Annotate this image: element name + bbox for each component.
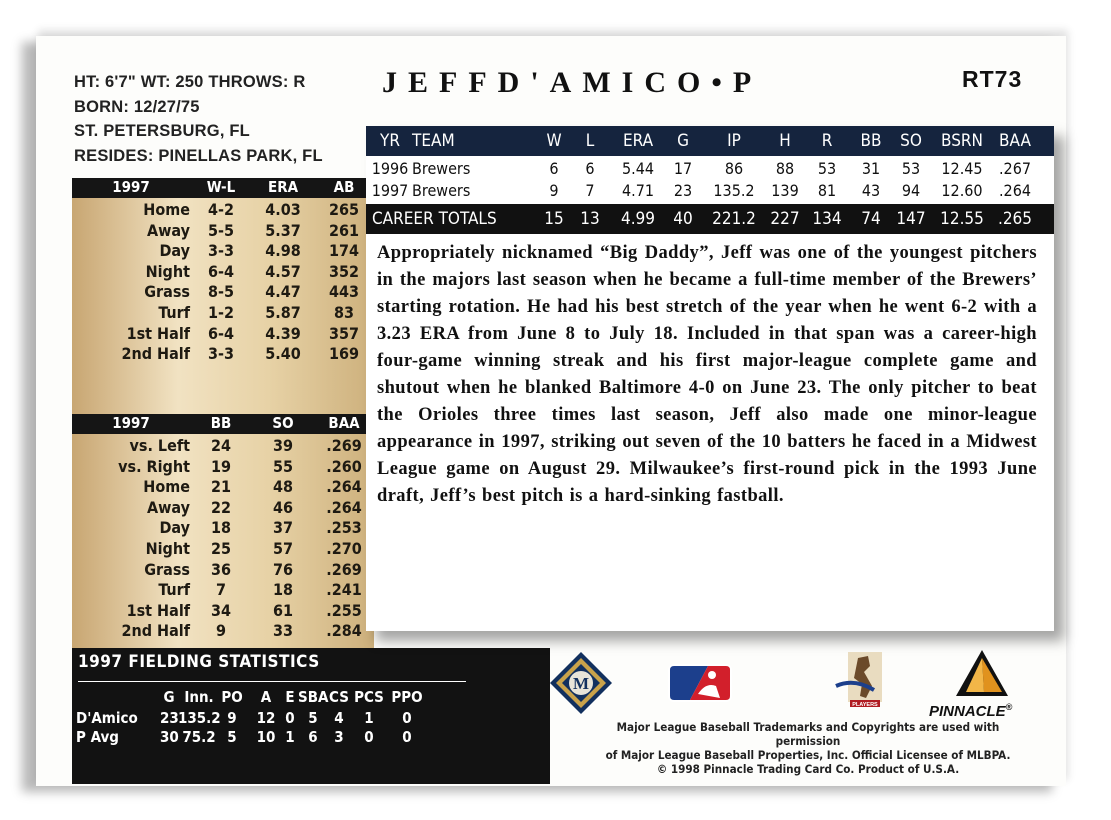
splits1-cell-col1: 3-3	[207, 241, 234, 261]
splits1-cell-col2: 5.40	[265, 344, 301, 364]
player-description: Appropriately nicknamed “Big Daddy”, Jeff was one of the youngest pitchers in the majors last season when he became a full-time member of the Brewers’ starting rotation. He had his best stretch of the year when he went 6-2 with a 3.23 ERA from June 8 to July 18. Included in that span was a career-high four-game winning streak and his first major-league complete game and shutout when he blanked Baltimore 4-0 on June 23. The only pitcher to beat the Orioles three times last season, Jeff also made one minor-league appearance in 1997, striking out seven of the 10 batters he faced in a Midwest League game on August 29. Milwaukee’s first-round pick in the 1993 June draft, Jeff’s best pitch is a hard-sinking fastball.	[377, 243, 1037, 506]
fielding-cell: 75.2	[182, 728, 216, 746]
fielding-title: 1997 FIELDING STATISTICS	[78, 652, 320, 672]
splits2-cell-col2: 39	[272, 436, 294, 455]
stats-cell: 31	[861, 159, 881, 178]
stats-cell: 5.44	[621, 159, 655, 178]
stats-cell: 94	[901, 181, 921, 200]
splits1-cell-col3: 357	[328, 323, 360, 343]
stats-cell: 6	[549, 159, 559, 178]
splits2-cell-col2: 33	[272, 621, 294, 641]
legal-line-2: of Major League Baseball Properties, Inc. Official Licensee of MLBPA.	[605, 748, 1011, 762]
fielding-cell: 6	[308, 728, 318, 746]
splits1-cell-col1: 6-4	[207, 323, 234, 343]
stats-header-cell: BAA	[999, 131, 1031, 151]
splits2-cell-col1: 24	[210, 436, 232, 455]
stats-cell: 139	[771, 181, 799, 200]
stats-row	[366, 180, 1054, 202]
splits2-cell-col2: 18	[272, 580, 294, 600]
stats-cell: 53	[817, 159, 837, 178]
splits1-cell-col2: 5.87	[265, 303, 301, 322]
splits2-row	[72, 539, 374, 560]
fielding-cell: 135.2	[178, 709, 221, 727]
stats-cell: 12.60	[941, 181, 983, 200]
splits2-header-bb: BB	[210, 414, 232, 432]
mlbpa-players-logo-icon	[834, 652, 896, 712]
splits1-cell-col3: 174	[328, 241, 360, 261]
splits2-row	[72, 457, 374, 478]
stats-header-cell: BSRN	[941, 131, 983, 151]
stats-header-cell: H	[779, 131, 791, 151]
fielding-header-cell: SBA	[298, 688, 329, 706]
splits1-row	[72, 303, 374, 324]
fielding-cell: 0	[402, 709, 412, 727]
splits2-row	[72, 518, 374, 539]
stats-header-cell: TEAM	[412, 131, 455, 151]
fielding-cell: 1	[285, 728, 295, 746]
splits1-cell-col1: 4-2	[207, 200, 234, 219]
fielding-cell: 5	[227, 728, 237, 746]
splits2-row	[72, 580, 374, 601]
splits2-cell-col2: 46	[272, 497, 294, 517]
career-totals-cell: 227	[770, 209, 800, 229]
fielding-cell: 10	[256, 728, 276, 746]
stats-cell: 53	[901, 159, 921, 178]
career-totals-label: CAREER TOTALS	[372, 209, 497, 229]
splits2-cell-col2: 76	[272, 559, 294, 579]
pinnacle-name: PINNACLE	[929, 703, 1006, 720]
fielding-header-cell: CS	[329, 688, 349, 706]
splits2-header-year: 1997	[112, 414, 150, 432]
splits1-cell-label: Night	[145, 261, 190, 281]
splits2-cell-label: vs. Left	[129, 436, 190, 455]
splits2-cell-label: Turf	[158, 580, 190, 600]
stats-row	[366, 158, 1054, 180]
fielding-cell: 9	[227, 709, 237, 727]
splits1-header-wl: W-L	[206, 178, 236, 196]
splits1-row	[72, 282, 374, 303]
splits1-cell-col2: 4.57	[265, 261, 301, 281]
stats-cell: Brewers	[412, 181, 471, 200]
fielding-cell: 12	[256, 709, 276, 727]
player-first-name: JEFF	[382, 66, 498, 99]
bio-line-physical: HT: 6'7" WT: 250 THROWS: R	[74, 73, 306, 91]
splits1-cell-label: Grass	[144, 282, 190, 302]
bio-line-birthplace: ST. PETERSBURG, FL	[74, 122, 250, 140]
splits2-cell-col1: 9	[215, 621, 226, 641]
stats-cell: 6	[585, 159, 595, 178]
legal-line-1: Major League Baseball Trademarks and Copyrights are used with permission	[616, 720, 1000, 748]
splits2-cell-label: vs. Right	[118, 456, 190, 476]
splits1-cell-col1: 8-5	[207, 282, 234, 302]
fielding-header-cell: A	[260, 688, 272, 706]
splits2-cell-col1: 19	[210, 456, 232, 476]
splits1-row	[72, 324, 374, 345]
fielding-header-cell: PPO	[391, 688, 423, 706]
stats-box	[366, 126, 1054, 631]
splits2-cell-col3: .264	[326, 497, 362, 517]
splits2-cell-col2: 61	[272, 600, 294, 620]
bio-line-residence: RESIDES: PINELLAS PARK, FL	[74, 146, 323, 165]
pinnacle-registered-mark: ®	[1005, 702, 1013, 712]
career-totals-cell: 147	[896, 209, 926, 229]
splits1-cell-label: Away	[146, 220, 190, 240]
fielding-cell: 1	[364, 709, 374, 727]
career-totals-cell: 40	[673, 209, 693, 229]
splits2-cell-col3: .270	[326, 539, 362, 558]
splits2-cell-col1: 22	[210, 497, 232, 517]
stats-cell: 81	[817, 181, 837, 200]
splits1-cell-col1: 3-3	[207, 344, 234, 364]
fielding-cell-name: D'Amico	[76, 709, 138, 727]
fielding-cell: 0	[285, 709, 295, 727]
splits1-cell-col3: 443	[328, 282, 360, 302]
name-bullet: •	[711, 66, 733, 99]
fielding-cell: 0	[402, 728, 412, 746]
splits1-cell-col3: 261	[328, 220, 360, 240]
splits2-cell-col2: 57	[272, 539, 294, 558]
stats-cell: .264	[998, 181, 1032, 200]
stats-cell: 1997	[371, 181, 409, 200]
fielding-cell: 0	[364, 728, 374, 746]
splits1-row	[72, 221, 374, 242]
splits1-cell-col2: 4.03	[265, 200, 301, 219]
splits-panel	[72, 178, 374, 648]
fielding-divider	[78, 681, 466, 682]
splits1-row	[72, 200, 374, 221]
player-last-name: D'AMICO	[497, 66, 712, 99]
player-name	[382, 66, 762, 100]
fielding-header-cell: PO	[221, 688, 243, 706]
stats-header-cell: L	[585, 131, 595, 151]
splits1-cell-label: Turf	[158, 303, 190, 322]
stats-header-cell: ERA	[622, 131, 654, 151]
fielding-header-cell: G	[163, 688, 175, 706]
stats-header	[366, 126, 1054, 156]
splits1-cell-label: Home	[143, 200, 190, 219]
stats-header-cell: BB	[860, 131, 882, 151]
splits1-cell-col3: 83	[333, 303, 355, 322]
career-totals-row	[366, 204, 1054, 234]
splits2-row	[72, 560, 374, 581]
splits1-row	[72, 241, 374, 262]
mlb-logo-icon	[668, 664, 732, 702]
splits1-cell-col2: 4.39	[265, 323, 301, 343]
splits1-cell-col3: 352	[328, 261, 360, 281]
splits1-cell-col2: 4.47	[265, 282, 301, 302]
stats-header-cell: IP	[727, 131, 741, 151]
splits2-cell-col3: .269	[326, 559, 362, 579]
stats-cell: 4.71	[621, 181, 655, 200]
splits2-cell-col2: 37	[272, 518, 294, 538]
stats-cell: .267	[998, 159, 1032, 178]
fielding-cell: 3	[334, 728, 344, 746]
splits1-header-ab: AB	[333, 178, 355, 196]
splits2-cell-col3: .241	[326, 580, 362, 600]
career-totals-cell: 12.55	[940, 209, 984, 229]
stats-cell: 17	[673, 159, 693, 178]
fielding-header-cell: Inn.	[184, 688, 214, 706]
splits1-cell-col3: 169	[328, 344, 360, 364]
splits2-cell-label: Day	[159, 518, 190, 538]
splits1-header-year: 1997	[112, 178, 150, 196]
stats-cell: 88	[775, 159, 795, 178]
career-totals-cell: 134	[812, 209, 842, 229]
splits1-cell-col2: 5.37	[265, 220, 301, 240]
splits2-header-baa: BAA	[328, 414, 360, 432]
bio-line-born: BORN: 12/27/75	[74, 97, 200, 116]
stats-cell: Brewers	[412, 159, 471, 178]
splits1-cell-label: Day	[159, 241, 190, 261]
splits2-cell-col3: .253	[326, 518, 362, 538]
stats-header-cell: YR	[380, 131, 400, 151]
splits1-header	[72, 178, 374, 198]
pinnacle-wordmark	[929, 702, 1012, 720]
splits2-cell-label: Night	[145, 539, 190, 558]
splits2-cell-col3: .284	[326, 621, 362, 641]
card-number: RT73	[962, 66, 1023, 92]
splits2-row	[72, 621, 374, 642]
splits1-cell-col3: 265	[328, 200, 360, 219]
splits2-row	[72, 436, 374, 457]
player-position: P	[732, 66, 763, 99]
splits2-cell-col1: 21	[210, 477, 232, 497]
career-totals-cell: .265	[997, 209, 1033, 229]
stats-header-cell: SO	[900, 131, 922, 151]
splits1-cell-label: 2nd Half	[121, 344, 190, 364]
fielding-header-cell: PCS	[354, 688, 384, 706]
player-bio	[74, 70, 354, 168]
splits2-cell-col1: 36	[210, 559, 232, 579]
splits2-cell-col1: 18	[210, 518, 232, 538]
splits2-cell-label: 2nd Half	[121, 621, 190, 641]
fielding-cell: 5	[308, 709, 318, 727]
splits2-cell-col1: 7	[215, 580, 226, 600]
stats-cell: 23	[673, 181, 693, 200]
career-totals-cell: 15	[544, 209, 564, 229]
career-totals-cell: 13	[580, 209, 600, 229]
splits2-cell-col3: .260	[326, 456, 362, 476]
brewers-monogram: M	[572, 674, 590, 693]
splits2-row	[72, 477, 374, 498]
fielding-header-cell: E	[285, 688, 295, 706]
career-totals-cell: 221.2	[712, 209, 756, 229]
legal-text	[588, 720, 1028, 776]
stats-cell: 135.2	[713, 181, 755, 200]
legal-line-3: © 1998 Pinnacle Trading Card Co. Product of U.S.A.	[656, 762, 960, 776]
splits2-cell-label: Away	[146, 497, 190, 517]
splits2-row	[72, 601, 374, 622]
splits2-row	[72, 498, 374, 519]
pinnacle-logo-icon	[954, 648, 1010, 698]
splits1-cell-col1: 1-2	[207, 303, 234, 322]
stats-header-cell: G	[677, 131, 689, 151]
career-totals-cell: 4.99	[620, 209, 656, 229]
fielding-cell: 23	[160, 709, 179, 727]
stats-cell: 9	[549, 181, 559, 200]
stats-cell: 43	[861, 181, 881, 200]
splits2-cell-label: Home	[143, 477, 190, 497]
brewers-logo-icon	[548, 650, 614, 716]
stats-header-cell: R	[821, 131, 833, 151]
stats-cell: 86	[724, 159, 744, 178]
splits2-cell-col3: .269	[326, 436, 362, 455]
splits2-cell-col1: 25	[210, 539, 232, 558]
splits2-cell-col3: .264	[326, 477, 362, 497]
splits2-cell-col1: 34	[210, 600, 232, 620]
splits2-cell-col2: 55	[272, 456, 294, 476]
players-label: PLAYERS	[852, 702, 878, 708]
splits2-cell-label: 1st Half	[126, 600, 190, 620]
splits1-cell-label: 1st Half	[126, 323, 190, 343]
stats-cell: 1996	[371, 159, 409, 178]
splits1-cell-col2: 4.98	[265, 241, 301, 261]
stats-cell: 7	[585, 181, 595, 200]
career-totals-cell: 74	[861, 209, 881, 229]
splits2-header-so: SO	[272, 414, 294, 432]
splits1-row	[72, 262, 374, 283]
fielding-cell-name: P Avg	[76, 728, 119, 746]
fielding-panel	[72, 648, 550, 784]
stats-cell: 12.45	[941, 159, 983, 178]
splits2-cell-col3: .255	[326, 600, 362, 620]
fielding-cell: 4	[334, 709, 344, 727]
card-back	[36, 36, 1066, 786]
stats-header-cell: W	[546, 131, 562, 151]
fielding-cell: 30	[160, 728, 179, 746]
splits1-cell-col1: 6-4	[207, 261, 234, 281]
splits1-row	[72, 344, 374, 365]
splits1-header-era: ERA	[267, 178, 299, 196]
splits2-cell-label: Grass	[144, 559, 190, 579]
splits2-cell-col2: 48	[272, 477, 294, 497]
splits2-header	[72, 414, 374, 434]
splits1-cell-col1: 5-5	[207, 220, 234, 240]
